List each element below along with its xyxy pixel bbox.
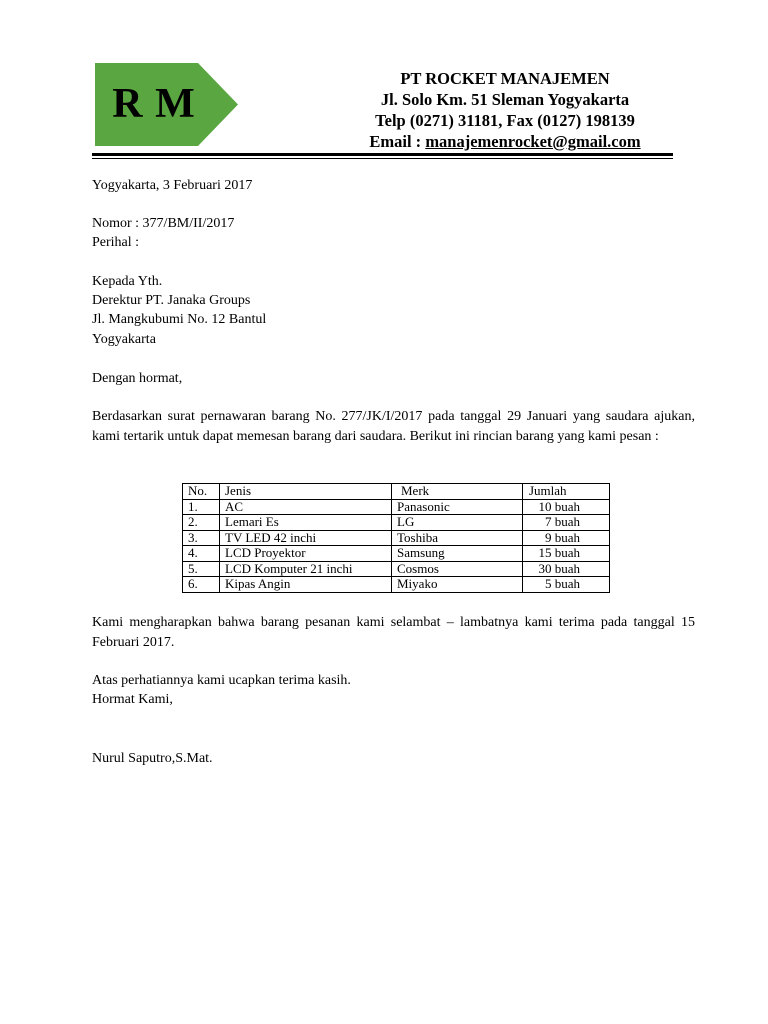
cell-merk: Toshiba: [392, 530, 523, 546]
cell-no: 6.: [183, 577, 220, 593]
company-logo: [95, 63, 238, 146]
table-row: [183, 499, 610, 515]
cell-merk: LG: [392, 515, 523, 531]
table-row: [183, 577, 610, 593]
closing-line: Hormat Kami,: [92, 692, 173, 707]
letter-number: Nomor : 377/BM/II/2017: [92, 216, 235, 231]
letterhead: [270, 68, 740, 152]
recipient-line: Derektur PT. Janaka Groups: [92, 293, 251, 308]
table-row: [183, 515, 610, 531]
cell-no: 1.: [183, 499, 220, 515]
column-header-no: No.: [183, 484, 220, 500]
company-name: PT ROCKET MANAJEMEN: [400, 69, 610, 88]
cell-no: 4.: [183, 546, 220, 562]
recipient-line: Kepada Yth.: [92, 274, 163, 289]
cell-jenis: LCD Komputer 21 inchi: [220, 561, 392, 577]
cell-jumlah: 10 buah: [523, 499, 610, 515]
company-email-line: [270, 131, 740, 152]
cell-no: 5.: [183, 561, 220, 577]
cell-jumlah: 5 buah: [523, 577, 610, 593]
salutation: Dengan hormat,: [92, 371, 183, 386]
cell-jenis: Lemari Es: [220, 515, 392, 531]
letterhead-rule-thick: [92, 153, 673, 156]
email-label: Email :: [369, 132, 426, 151]
cell-jumlah: 9 buah: [523, 530, 610, 546]
column-header-jenis: Jenis: [220, 484, 392, 500]
logo-text: R M: [112, 81, 196, 127]
letterhead-rule-thin: [92, 158, 673, 159]
company-address: Jl. Solo Km. 51 Sleman Yogyakarta: [380, 90, 630, 109]
letter-subject: Perihal :: [92, 235, 140, 250]
table-row: [183, 530, 610, 546]
cell-jenis: AC: [220, 499, 392, 515]
cell-merk: Panasonic: [392, 499, 523, 515]
body-deadline-paragraph: Kami mengharapkan bahwa barang pesanan kami selambat – lambatnya kami terima pada tanggal 15 Februari 2017.: [92, 615, 695, 650]
company-phone: Telp (0271) 31181, Fax (0127) 198139: [375, 111, 635, 130]
cell-merk: Samsung: [392, 546, 523, 562]
body-intro-paragraph: Berdasarkan surat pernawaran barang No. 277/JK/I/2017 pada tanggal 29 Januari yang saudara ajukan, kami tertarik untuk dapat memesan barang dari saudara. Berikut ini rincian barang yang kami pesan :: [92, 409, 695, 444]
table-row: [183, 561, 610, 577]
cell-jumlah: 7 buah: [523, 515, 610, 531]
table-header-row: [183, 484, 610, 500]
thanks-line: Atas perhatiannya kami ucapkan terima kasih.: [92, 673, 351, 688]
cell-jenis: Kipas Angin: [220, 577, 392, 593]
signature-name: Nurul Saputro,S.Mat.: [92, 751, 213, 766]
place-date: Yogyakarta, 3 Februari 2017: [92, 178, 253, 193]
cell-jenis: TV LED 42 inchi: [220, 530, 392, 546]
order-table: [182, 483, 610, 593]
cell-jumlah: 15 buah: [523, 546, 610, 562]
column-header-jumlah: Jumlah: [523, 484, 610, 500]
cell-jumlah: 30 buah: [523, 561, 610, 577]
recipient-line: Yogyakarta: [92, 332, 156, 347]
cell-merk: Cosmos: [392, 561, 523, 577]
column-header-merk: Merk: [392, 484, 523, 500]
email-link[interactable]: manajemenrocket@gmail.com: [425, 132, 641, 151]
recipient-line: Jl. Mangkubumi No. 12 Bantul: [92, 312, 267, 327]
cell-no: 3.: [183, 530, 220, 546]
table-row: [183, 546, 610, 562]
cell-jenis: LCD Proyektor: [220, 546, 392, 562]
cell-no: 2.: [183, 515, 220, 531]
cell-merk: Miyako: [392, 577, 523, 593]
